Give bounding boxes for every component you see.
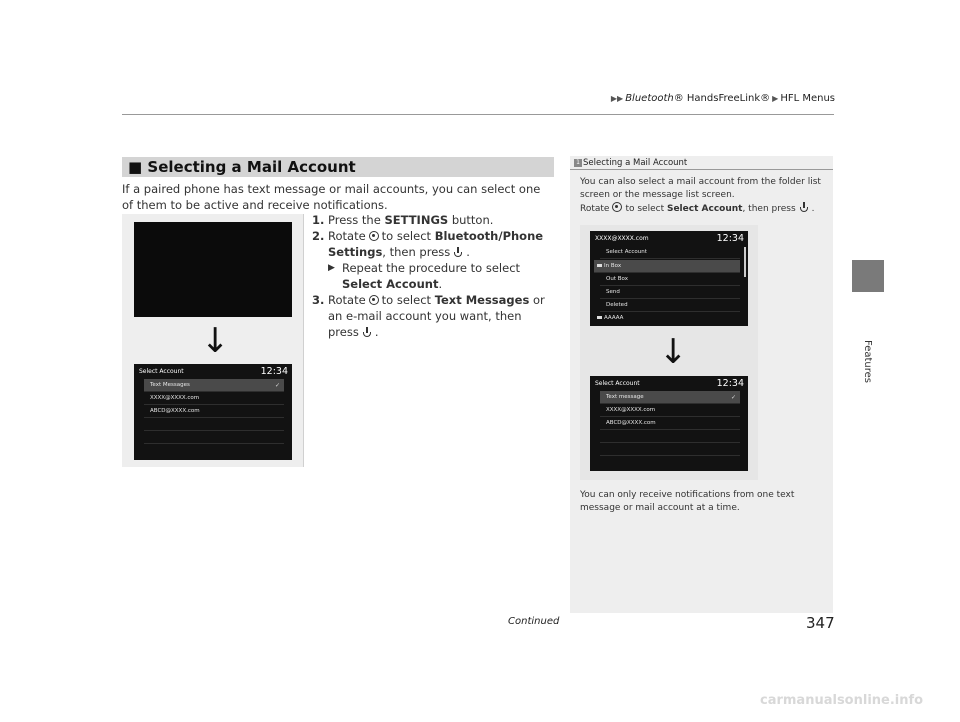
breadcrumb-item: ® HandsFreeLink	[673, 93, 761, 104]
menu-row	[600, 417, 740, 430]
breadcrumb-item: Bluetooth	[625, 93, 674, 104]
step-text: .	[466, 245, 470, 259]
arrow-icon: ▶	[328, 263, 335, 273]
header-divider	[122, 114, 834, 115]
note-bold: Select Account	[666, 204, 743, 214]
menu-row-label: Text message	[606, 394, 644, 400]
step-text: .	[374, 325, 379, 339]
menu-row-label: Send	[606, 289, 620, 295]
menu-row-label: Select Account	[606, 249, 647, 255]
menu-row-label: ABCD@XXXX.com	[150, 408, 200, 414]
menu-row-empty	[600, 430, 740, 443]
step-text: to select	[381, 229, 435, 243]
step-text: Repeat the procedure to select	[342, 261, 521, 275]
arrow-icon: ▶▶	[610, 94, 624, 103]
menu-row	[144, 405, 284, 418]
step-bold: Select Account	[342, 277, 439, 291]
step-text: or an e-mail account you want, then press	[328, 293, 545, 339]
note-title	[574, 158, 687, 168]
arrow-icon: ▶	[772, 94, 779, 103]
note-text-2: You can only receive notifications from one text message or mail account at a time.	[580, 490, 795, 513]
watermark: carmanualsonline.info	[760, 693, 924, 708]
step-bold: Bluetooth/Phone Settings	[328, 229, 544, 259]
chapter-label: Features	[862, 340, 873, 383]
menu-row-label: ABCD@XXXX.com	[606, 420, 656, 426]
menu-row-empty	[144, 418, 284, 431]
steps-list	[312, 212, 554, 340]
menu-row	[594, 260, 740, 273]
note-text: , then press	[742, 204, 796, 214]
step-text: Rotate	[328, 293, 366, 307]
step-text: , then press	[382, 245, 451, 259]
menu-row	[600, 246, 740, 259]
down-arrow-icon: ↓	[659, 332, 688, 372]
step-bold: SETTINGS	[384, 213, 449, 227]
step-number: 2.	[312, 229, 325, 243]
press-dial-icon	[362, 327, 372, 337]
menu-row-label: AAAAA	[604, 315, 624, 321]
menu-row-empty	[144, 431, 284, 444]
note-ref-icon: 1	[574, 159, 582, 167]
breadcrumb-item: ®	[760, 93, 771, 104]
menu-row	[600, 404, 740, 417]
screen-clock: 12:34	[716, 233, 744, 244]
step-2-substep	[328, 260, 554, 292]
menu-row-empty	[600, 443, 740, 456]
step-3	[312, 292, 554, 340]
step-text: .	[438, 277, 443, 291]
step-1	[312, 212, 554, 228]
step-text: Rotate	[328, 229, 366, 243]
note-text-1	[580, 176, 828, 216]
check-icon: ✓	[274, 382, 280, 389]
continued-label: Continued	[508, 616, 560, 627]
interface-dial-icon	[369, 231, 379, 241]
illustration-left	[122, 214, 304, 467]
step-2	[312, 228, 554, 292]
menu-row-label: In Box	[604, 263, 622, 269]
press-dial-icon	[453, 247, 463, 257]
menu-row	[600, 299, 740, 312]
screen-title: XXXX@XXXX.com	[595, 235, 649, 242]
step-number: 3.	[312, 293, 325, 307]
illustration-right	[580, 225, 758, 480]
menu-row-label: Deleted	[606, 302, 628, 308]
note-divider	[570, 169, 833, 170]
screen-title: Select Account	[139, 368, 184, 375]
menu-row-label: Text Messages	[150, 382, 190, 388]
note-title-text: Selecting a Mail Account	[583, 158, 688, 168]
intro-paragraph: If a paired phone has text message or mail accounts, you can select one of them to be active and receive notifications.	[122, 182, 541, 212]
menu-row	[144, 392, 284, 405]
interface-dial-icon	[612, 202, 622, 212]
screen-clock: 12:34	[716, 378, 744, 389]
menu-row	[594, 312, 740, 325]
display-screen-select-account	[590, 376, 748, 471]
breadcrumb-item: HFL Menus	[780, 93, 835, 104]
menu-row	[600, 391, 740, 404]
screen-title: Select Account	[595, 380, 640, 387]
breadcrumb	[600, 93, 835, 104]
menu-row-label: XXXX@XXXX.com	[150, 395, 200, 401]
note-text: You can also select a mail account from the folder list screen or the message list screen.	[580, 177, 821, 200]
page-number: 347	[806, 614, 835, 632]
folder-icon	[597, 264, 602, 268]
down-arrow-icon: ↓	[201, 321, 230, 361]
menu-row	[600, 286, 740, 299]
folder-icon	[597, 316, 602, 320]
display-screen-folder-list	[590, 231, 748, 326]
display-screen-select-account	[134, 364, 292, 460]
scrollbar	[744, 247, 746, 277]
step-number: 1.	[312, 213, 325, 227]
menu-row	[600, 273, 740, 286]
note-text: .	[811, 204, 815, 214]
press-dial-icon	[799, 202, 809, 212]
step-text: to select	[381, 293, 435, 307]
section-title: Selecting a Mail Account	[147, 158, 356, 176]
display-screen-blank	[134, 222, 292, 317]
section-heading	[122, 157, 554, 177]
check-icon: ✓	[730, 394, 736, 401]
interface-dial-icon	[369, 295, 379, 305]
menu-row-label: Out Box	[606, 276, 628, 282]
note-text: Rotate	[580, 204, 610, 214]
section-marker: ■	[128, 158, 143, 176]
menu-row-label: XXXX@XXXX.com	[606, 407, 656, 413]
step-bold: Text Messages	[434, 293, 530, 307]
menu-row	[144, 379, 284, 392]
screen-clock: 12:34	[260, 366, 288, 377]
note-text: to select	[625, 204, 667, 214]
chapter-tab	[852, 260, 884, 292]
step-text: button.	[448, 213, 494, 227]
step-text: Press the	[328, 213, 385, 227]
